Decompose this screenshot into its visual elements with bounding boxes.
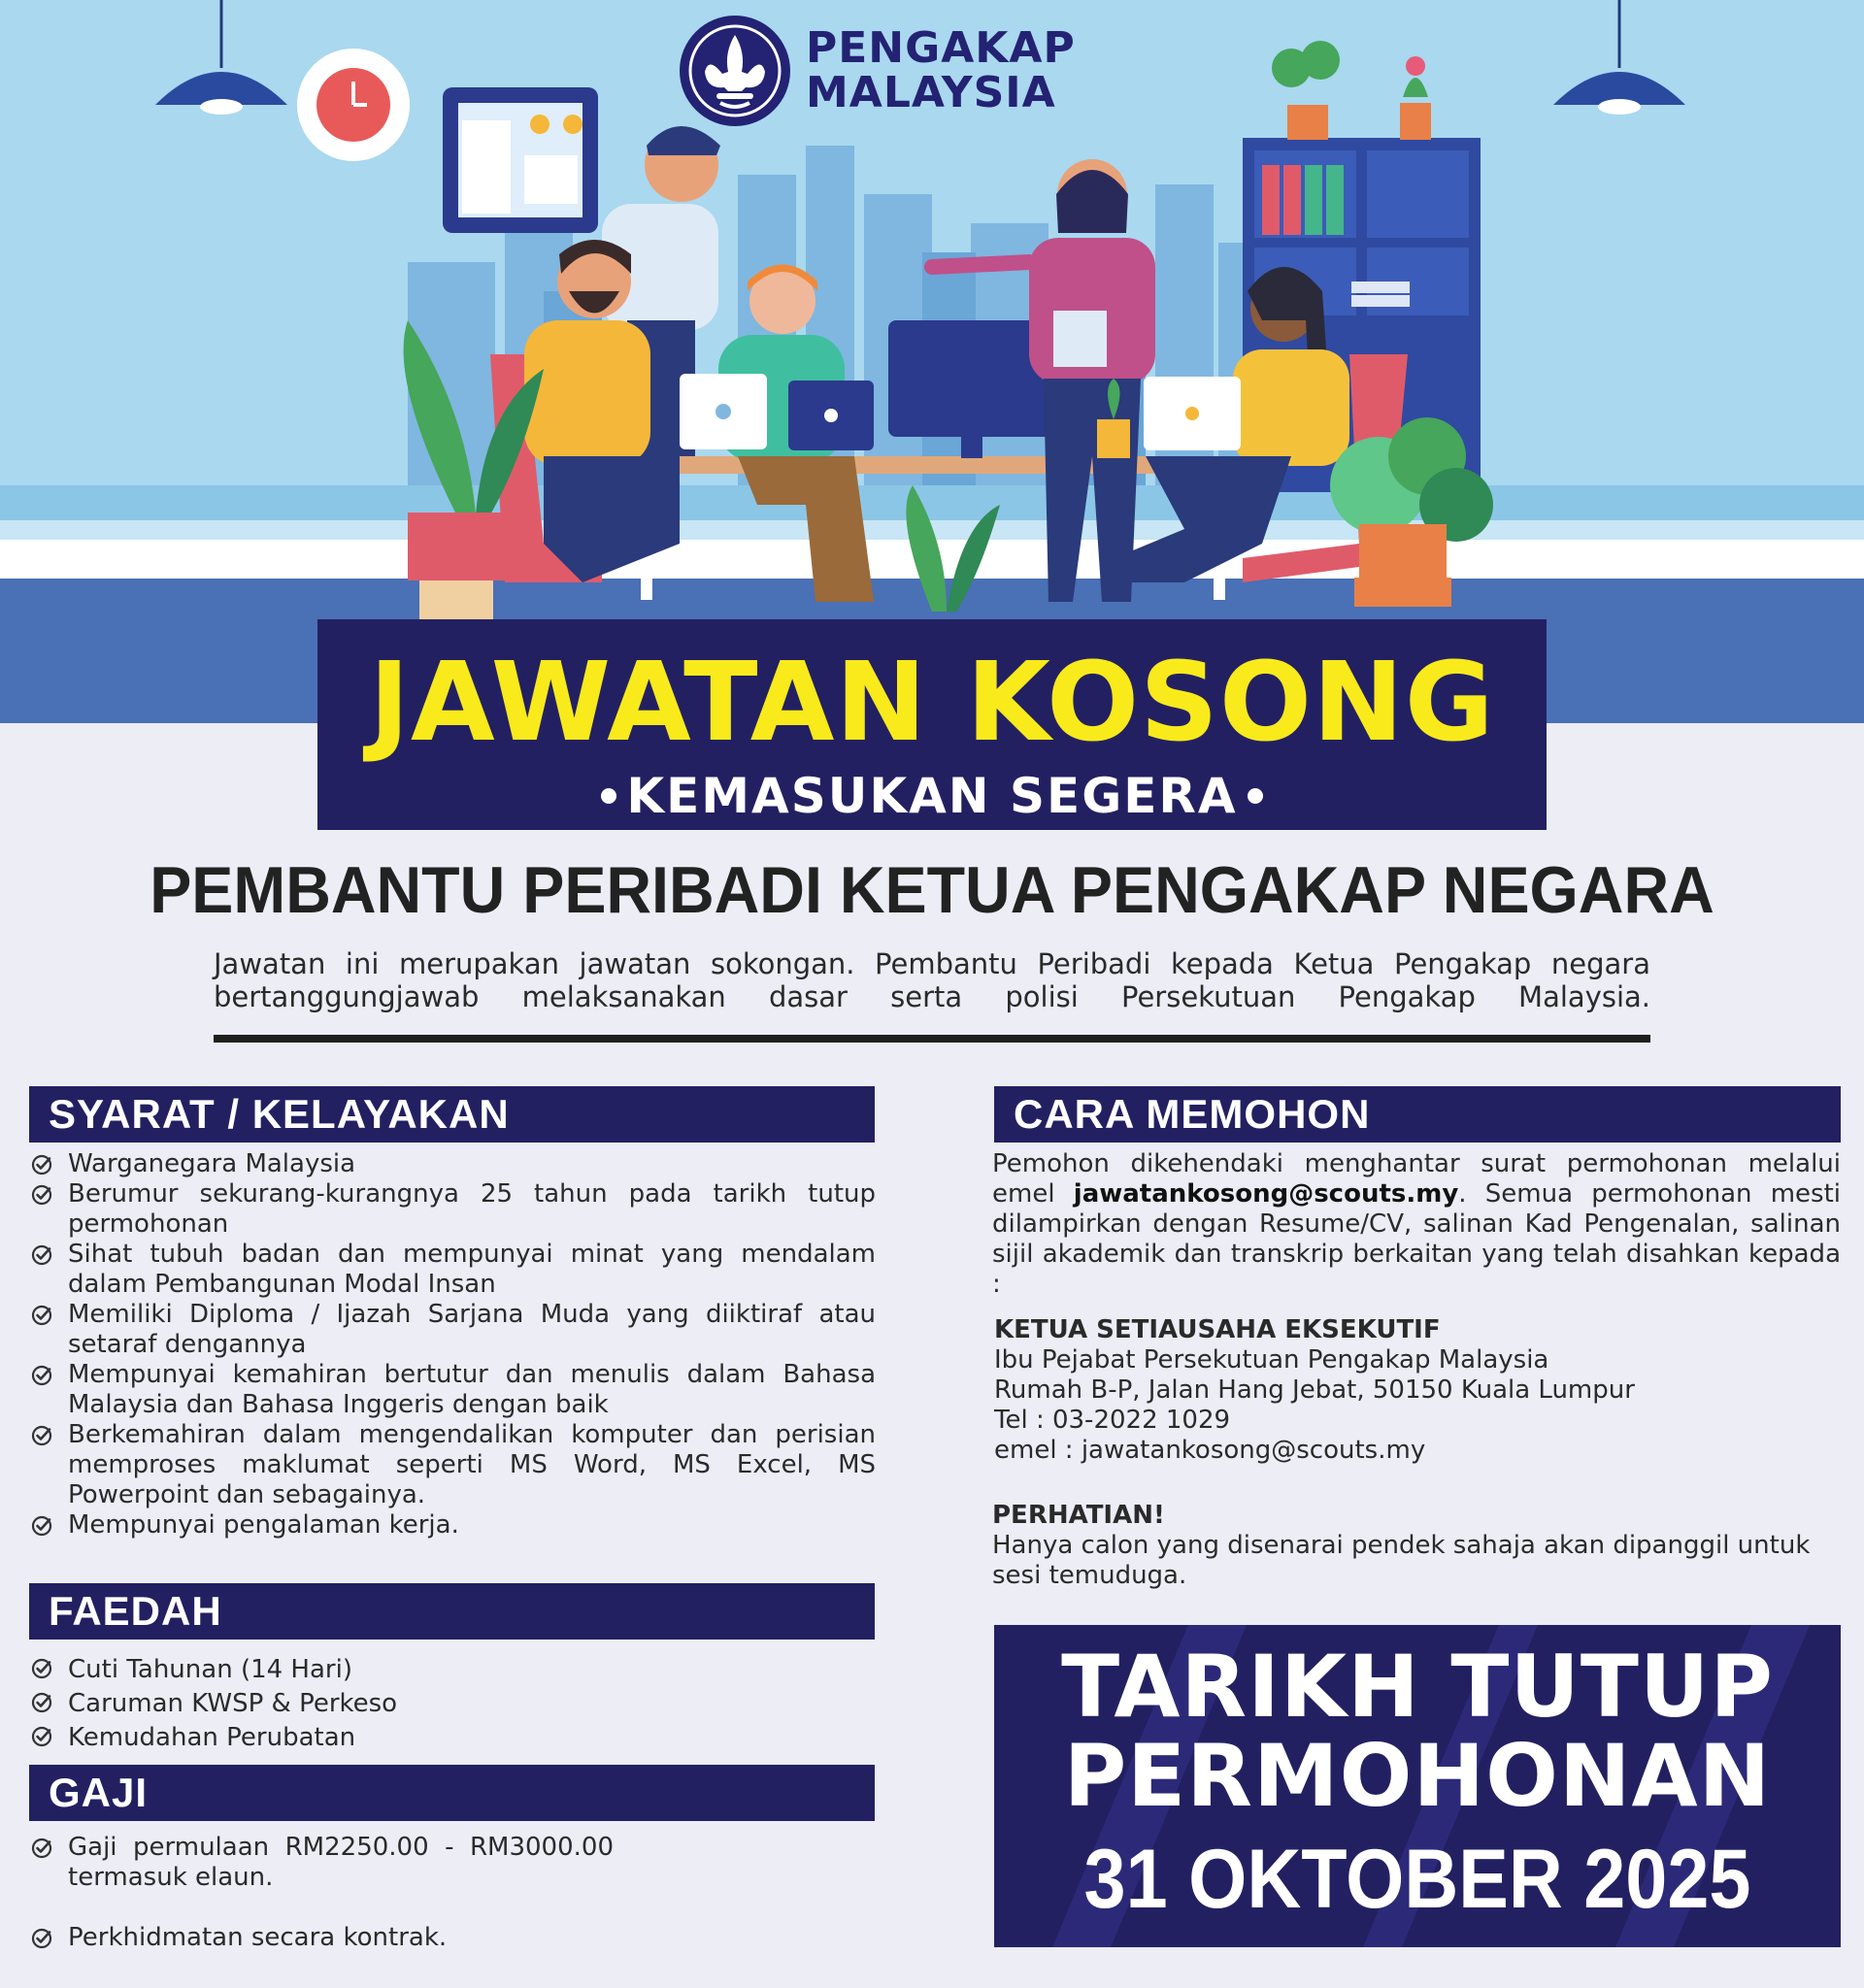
deadline-date: 31 OKTOBER 2025 [1083, 1833, 1751, 1926]
salary-list [31, 1833, 614, 1953]
notice-text: Hanya calon yang disenarai pendek sahaja akan dipanggil untuk sesi temuduga. [992, 1531, 1811, 1590]
position-title: PEMBANTU PERIBADI KETUA PENGAKAP NEGARA [150, 853, 1714, 927]
check-circle-icon [31, 1365, 52, 1386]
check-circle-icon [31, 1515, 52, 1537]
list-item [31, 1360, 876, 1420]
list-item [31, 1149, 876, 1179]
bullet-dot-right [1248, 788, 1263, 804]
list-item-text: Cuti Tahunan (14 Hari) [68, 1655, 352, 1684]
address-title: KETUA SETIAUSAHA EKSEKUTIF [994, 1315, 1441, 1344]
check-circle-icon [31, 1305, 52, 1326]
section-heading-requirements: SYARAT / KELAYAKAN [29, 1086, 875, 1143]
requirements-list [31, 1149, 876, 1541]
notice-block [992, 1501, 1837, 1591]
check-circle-icon [31, 1244, 52, 1266]
address-line: emel : jawatankosong@scouts.my [994, 1436, 1426, 1465]
apply-instructions [992, 1149, 1841, 1300]
apply-text-after: . Semua permohonan mesti dilampirkan dengan Resume/CV, salinan Kad Pengenalan, salinan sijil akademik dan transkrip berkaitan yang telah disahkan kepada : [992, 1179, 1842, 1299]
check-circle-icon [31, 1154, 52, 1176]
address-line: Tel : 03-2022 1029 [994, 1406, 1231, 1435]
list-item [31, 1721, 876, 1755]
list-item [31, 1923, 614, 1953]
list-item [31, 1240, 876, 1300]
list-item-text: Memiliki Diploma / Ijazah Sarjana Muda yang diiktiraf atau setaraf dengannya [68, 1300, 876, 1359]
list-item [31, 1420, 876, 1510]
intro-paragraph [214, 947, 1650, 1013]
logo-line-2: MALAYSIA [806, 68, 1056, 117]
list-item-text: Sihat tubuh badan dan mempunyai minat yang mendalam dalam Pembangunan Modal Insan [68, 1240, 876, 1299]
title-banner [317, 619, 1547, 830]
address-block [994, 1315, 1839, 1466]
deadline-line-1: TARIKH TUTUP [1061, 1637, 1774, 1737]
section-heading-benefits: FAEDAH [29, 1583, 875, 1640]
list-item-text: Gaji permulaan RM2250.00 - RM3000.00 termasuk elaun. [68, 1833, 614, 1892]
logo-line-1: PENGAKAP [806, 23, 1076, 73]
list-item [31, 1510, 876, 1541]
check-circle-icon [31, 1928, 52, 1949]
divider-line [214, 1035, 1650, 1043]
banner-subtitle: KEMASUKAN SEGERA [626, 768, 1238, 824]
section-heading-apply: CARA MEMOHON [994, 1086, 1841, 1143]
check-circle-icon [31, 1658, 52, 1679]
check-circle-icon [31, 1184, 52, 1206]
check-circle-icon [31, 1838, 52, 1859]
section-heading-salary: GAJI [29, 1765, 875, 1821]
notice-title: PERHATIAN! [992, 1501, 1165, 1530]
deadline-line-2: PERMOHONAN [1063, 1726, 1772, 1826]
fleur-de-lis-emblem-icon [678, 14, 792, 128]
list-item [31, 1179, 876, 1240]
list-item [31, 1833, 614, 1893]
list-item-text: Berumur sekurang-kurangnya 25 tahun pada tarikh tutup permohonan [68, 1179, 876, 1239]
list-item [31, 1300, 876, 1360]
scouts-logo [678, 14, 1076, 128]
check-circle-icon [31, 1425, 52, 1446]
list-item-text: Caruman KWSP & Perkeso [68, 1689, 398, 1718]
address-line: Rumah B-P, Jalan Hang Jebat, 50150 Kuala Lumpur [994, 1375, 1635, 1405]
check-circle-icon [31, 1726, 52, 1747]
list-item-text: Mempunyai pengalaman kerja. [68, 1510, 459, 1540]
deadline-box [994, 1625, 1841, 1947]
intro-text: Jawatan ini merupakan jawatan sokongan. Pembantu Peribadi kepada Ketua Pengakap negara bertanggungjawab melaksanakan dasar serta polisi Persekutuan Pengakap Malaysia. [214, 947, 1650, 1013]
apply-text-before: Pemohon dikehendaki menghantar surat permohonan melalui emel [992, 1149, 1841, 1209]
list-item-text: Kemudahan Perubatan [68, 1723, 356, 1752]
list-item-text: Perkhidmatan secara kontrak. [68, 1923, 448, 1952]
list-item-text: Warganegara Malaysia [68, 1149, 356, 1178]
check-circle-icon [31, 1692, 52, 1713]
address-line: Ibu Pejabat Persekutuan Pengakap Malaysia [994, 1345, 1549, 1375]
logo-wordmark [806, 23, 1076, 117]
list-item-text: Berkemahiran dalam mengendalikan komputer dan perisian memproses maklumat seperti MS Word, MS Excel, MS Powerpoint dan sebagainya. [68, 1420, 876, 1509]
banner-subtitle-row [317, 769, 1547, 823]
list-item-text: Mempunyai kemahiran bertutur dan menulis dalam Bahasa Malaysia dan Bahasa Inggeris dengan baik [68, 1360, 876, 1419]
benefits-list [31, 1653, 876, 1755]
list-item [31, 1687, 876, 1721]
list-item [31, 1653, 876, 1687]
banner-title: JAWATAN KOSONG [369, 640, 1495, 766]
bullet-dot-left [601, 788, 616, 804]
apply-email-link[interactable]: jawatankosong@scouts.my [1073, 1179, 1459, 1209]
